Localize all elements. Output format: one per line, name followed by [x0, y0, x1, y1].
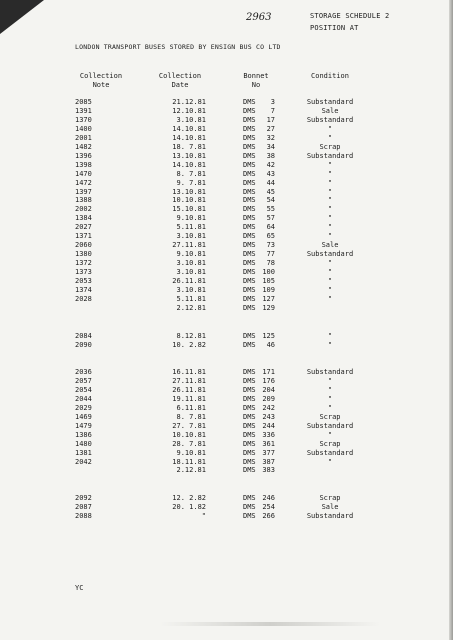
table-row — [0, 386, 453, 395]
collection-note-cell: 1391 — [75, 106, 92, 115]
col-header-note: Collection Note — [79, 72, 123, 89]
collection-note-cell: 2092 — [75, 494, 92, 502]
collection-note-cell: 1380 — [75, 250, 92, 259]
table-row — [0, 440, 453, 449]
table-row — [0, 152, 453, 161]
table-row — [0, 341, 453, 350]
condition-cell: Substandard — [306, 115, 354, 124]
bonnet-prefix-cell: DMS — [243, 332, 256, 340]
table-row — [0, 116, 453, 125]
collection-date-cell: 8. 7.81 — [176, 169, 206, 178]
collection-date-cell: 9.10.81 — [176, 214, 206, 223]
condition-cell: " — [327, 394, 333, 403]
table-row — [0, 503, 453, 512]
collection-date-cell: 27. 7.81 — [172, 421, 206, 430]
table-row — [0, 223, 453, 232]
collection-note-cell: 2042 — [75, 457, 92, 466]
table-row — [0, 268, 453, 277]
collection-date-cell: 8.12.81 — [176, 332, 206, 340]
collection-note-cell: 1388 — [75, 196, 92, 205]
bonnet-number-cell: 43 — [266, 169, 275, 178]
collection-note-cell: 2085 — [75, 98, 92, 106]
table-row — [0, 125, 453, 134]
col-header-bonnet: Bonnet No — [243, 72, 269, 89]
bonnet-prefix-cell: DMS — [243, 223, 256, 232]
collection-date-cell: 2.12.81 — [176, 466, 206, 475]
bonnet-number-cell: 246 — [262, 494, 275, 502]
collection-date-cell: 20. 1.82 — [172, 502, 206, 511]
table-row — [0, 161, 453, 170]
document-title: LONDON TRANSPORT BUSES STORED BY ENSIGN BUS CO LTD — [75, 43, 281, 51]
collection-note-cell: 2090 — [75, 340, 92, 349]
collection-note-cell: 2044 — [75, 394, 92, 403]
table-row — [0, 449, 453, 458]
bonnet-prefix-cell: DMS — [243, 385, 256, 394]
bonnet-number-cell: 109 — [262, 285, 275, 294]
bonnet-number-cell: 3 — [270, 98, 275, 106]
schedule-title: STORAGE SCHEDULE 2 — [310, 12, 390, 20]
collection-note-cell: 1470 — [75, 169, 92, 178]
table-row — [0, 143, 453, 152]
condition-cell: Sale — [321, 502, 339, 511]
bonnet-prefix-cell: DMS — [243, 232, 256, 241]
bonnet-prefix-cell: DMS — [243, 421, 256, 430]
bonnet-number-cell: 78 — [266, 259, 275, 268]
bonnet-number-cell: 46 — [266, 340, 275, 349]
collection-note-cell: 2088 — [75, 511, 92, 520]
bonnet-prefix-cell: DMS — [243, 403, 256, 412]
bonnet-prefix-cell: DMS — [243, 494, 256, 502]
collection-note-cell: 2002 — [75, 205, 92, 214]
bonnet-number-cell: 55 — [266, 205, 275, 214]
table-row — [0, 232, 453, 241]
collection-date-cell: 8. 7.81 — [176, 412, 206, 421]
collection-note-cell: 1480 — [75, 439, 92, 448]
bonnet-number-cell: 65 — [266, 232, 275, 241]
collection-note-cell: 2029 — [75, 403, 92, 412]
bonnet-prefix-cell: DMS — [243, 285, 256, 294]
footer-initials: YC — [75, 584, 84, 592]
collection-date-cell: 28. 7.81 — [172, 439, 206, 448]
table-row — [0, 205, 453, 214]
bonnet-number-cell: 73 — [266, 241, 275, 250]
condition-cell: " — [327, 268, 333, 277]
table-row — [0, 395, 453, 404]
bonnet-number-cell: 266 — [262, 511, 275, 520]
bonnet-number-cell: 7 — [270, 106, 275, 115]
bonnet-number-cell: 54 — [266, 196, 275, 205]
bonnet-prefix-cell: DMS — [243, 277, 256, 285]
bonnet-prefix-cell: DMS — [243, 115, 256, 124]
condition-cell: " — [327, 430, 333, 439]
bonnet-number-cell: 383 — [262, 466, 275, 475]
collection-note-cell: 1381 — [75, 448, 92, 457]
bonnet-number-cell: 176 — [262, 376, 275, 385]
bonnet-prefix-cell: DMS — [243, 169, 256, 178]
collection-date-cell: 15.10.81 — [172, 205, 206, 214]
condition-cell: Scrap — [319, 494, 341, 502]
collection-note-cell: 2027 — [75, 223, 92, 232]
handwritten-number: 2963 — [246, 12, 272, 23]
collection-note-cell: 2001 — [75, 133, 92, 142]
condition-cell: Substandard — [306, 421, 354, 430]
condition-cell: " — [327, 232, 333, 241]
collection-note-cell: 2084 — [75, 332, 92, 340]
collection-date-cell: 3.10.81 — [176, 268, 206, 277]
condition-cell: Substandard — [306, 250, 354, 259]
bonnet-prefix-cell: DMS — [243, 268, 256, 277]
collection-note-cell: 1370 — [75, 115, 92, 124]
condition-cell: " — [327, 457, 333, 466]
table-row — [0, 512, 453, 521]
bonnet-prefix-cell: DMS — [243, 376, 256, 385]
table-row — [0, 214, 453, 223]
bonnet-prefix-cell: DMS — [243, 340, 256, 349]
collection-note-cell: 2060 — [75, 241, 92, 250]
condition-cell: " — [327, 214, 333, 223]
condition-cell: " — [327, 376, 333, 385]
collection-note-cell: 1472 — [75, 178, 92, 187]
bonnet-number-cell: 244 — [262, 421, 275, 430]
condition-cell: " — [327, 340, 333, 349]
table-row — [0, 494, 453, 503]
collection-date-cell: 18. 7.81 — [172, 142, 206, 151]
bonnet-prefix-cell: DMS — [243, 98, 256, 106]
condition-cell: " — [327, 294, 333, 303]
bonnet-number-cell: 44 — [266, 178, 275, 187]
collection-note-cell: 2057 — [75, 376, 92, 385]
bonnet-number-cell: 336 — [262, 430, 275, 439]
collection-note-cell: 1397 — [75, 187, 92, 196]
bonnet-prefix-cell: DMS — [243, 187, 256, 196]
bonnet-prefix-cell: DMS — [243, 196, 256, 205]
condition-cell: Substandard — [306, 98, 354, 106]
collection-date-cell: 10. 2.82 — [172, 340, 206, 349]
bonnet-prefix-cell: DMS — [243, 106, 256, 115]
condition-cell: " — [327, 285, 333, 294]
collection-date-cell: 26.11.81 — [172, 385, 206, 394]
bonnet-prefix-cell: DMS — [243, 430, 256, 439]
collection-date-cell: 12. 2.82 — [172, 494, 206, 502]
collection-note-cell: 1479 — [75, 421, 92, 430]
bonnet-number-cell: 127 — [262, 294, 275, 303]
bonnet-number-cell: 204 — [262, 385, 275, 394]
bonnet-number-cell: 45 — [266, 187, 275, 196]
table-row — [0, 134, 453, 143]
condition-cell: " — [327, 169, 333, 178]
bonnet-prefix-cell: DMS — [243, 178, 256, 187]
collection-date-cell: 18.11.81 — [172, 457, 206, 466]
collection-date-cell: 9. 7.81 — [176, 178, 206, 187]
table-row — [0, 179, 453, 188]
condition-cell: " — [327, 178, 333, 187]
condition-cell: Scrap — [319, 439, 341, 448]
bonnet-prefix-cell: DMS — [243, 241, 256, 250]
bonnet-prefix-cell: DMS — [243, 502, 256, 511]
collection-date-cell: 27.11.81 — [172, 241, 206, 250]
condition-cell: Scrap — [319, 142, 341, 151]
position-label: POSITION AT — [310, 24, 359, 32]
bonnet-prefix-cell: DMS — [243, 394, 256, 403]
collection-date-cell: 10.10.81 — [172, 430, 206, 439]
table-row — [0, 196, 453, 205]
condition-cell: " — [327, 259, 333, 268]
bonnet-prefix-cell: DMS — [243, 457, 256, 466]
table-row — [0, 98, 453, 107]
collection-date-cell: " — [201, 511, 206, 520]
table-row — [0, 170, 453, 179]
collection-date-cell: 9.10.81 — [176, 448, 206, 457]
condition-cell: " — [327, 124, 333, 133]
collection-note-cell: 1374 — [75, 285, 92, 294]
bonnet-number-cell: 32 — [266, 133, 275, 142]
condition-cell: Sale — [321, 241, 339, 250]
collection-date-cell: 26.11.81 — [172, 277, 206, 285]
bonnet-number-cell: 77 — [266, 250, 275, 259]
col-header-condition: Condition — [311, 72, 349, 80]
condition-cell: " — [327, 385, 333, 394]
condition-cell: Scrap — [319, 412, 341, 421]
collection-note-cell: 1482 — [75, 142, 92, 151]
bonnet-prefix-cell: DMS — [243, 133, 256, 142]
bonnet-prefix-cell: DMS — [243, 511, 256, 520]
collection-date-cell: 3.10.81 — [176, 259, 206, 268]
bonnet-prefix-cell: DMS — [243, 250, 256, 259]
collection-date-cell: 10.10.81 — [172, 196, 206, 205]
collection-note-cell: 1371 — [75, 232, 92, 241]
collection-note-cell: 1400 — [75, 124, 92, 133]
condition-cell: " — [327, 196, 333, 205]
condition-cell: " — [327, 403, 333, 412]
collection-note-cell: 1469 — [75, 412, 92, 421]
bonnet-prefix-cell: DMS — [243, 294, 256, 303]
collection-date-cell: 5.11.81 — [176, 294, 206, 303]
table-row — [0, 431, 453, 440]
condition-cell: Substandard — [306, 511, 354, 520]
bonnet-prefix-cell: DMS — [243, 205, 256, 214]
table-row — [0, 377, 453, 386]
collection-date-cell: 6.11.81 — [176, 403, 206, 412]
bonnet-prefix-cell: DMS — [243, 368, 256, 376]
collection-date-cell: 9.10.81 — [176, 250, 206, 259]
table-row — [0, 277, 453, 286]
condition-cell: " — [327, 277, 333, 285]
bonnet-number-cell: 100 — [262, 268, 275, 277]
table-row — [0, 259, 453, 268]
bonnet-prefix-cell: DMS — [243, 160, 256, 169]
table-row — [0, 295, 453, 304]
bonnet-number-cell: 242 — [262, 403, 275, 412]
table-row — [0, 188, 453, 197]
collection-date-cell: 12.10.81 — [172, 106, 206, 115]
collection-note-cell: 1398 — [75, 160, 92, 169]
bonnet-number-cell: 105 — [262, 277, 275, 285]
bonnet-number-cell: 129 — [262, 303, 275, 312]
scan-smudge — [160, 622, 380, 626]
bonnet-number-cell: 64 — [266, 223, 275, 232]
table-row — [0, 286, 453, 295]
bonnet-prefix-cell: DMS — [243, 151, 256, 160]
collection-date-cell: 3.10.81 — [176, 232, 206, 241]
bonnet-prefix-cell: DMS — [243, 124, 256, 133]
bonnet-prefix-cell: DMS — [243, 439, 256, 448]
col-header-date: Collection Date — [158, 72, 202, 89]
bonnet-prefix-cell: DMS — [243, 303, 256, 312]
bonnet-number-cell: 34 — [266, 142, 275, 151]
bonnet-number-cell: 387 — [262, 457, 275, 466]
condition-cell: " — [327, 187, 333, 196]
bonnet-number-cell: 125 — [262, 332, 275, 340]
bonnet-prefix-cell: DMS — [243, 214, 256, 223]
collection-date-cell: 13.10.81 — [172, 187, 206, 196]
bonnet-number-cell: 243 — [262, 412, 275, 421]
collection-date-cell: 3.10.81 — [176, 115, 206, 124]
collection-date-cell: 2.12.81 — [176, 303, 206, 312]
page-edge — [449, 0, 453, 640]
bonnet-number-cell: 209 — [262, 394, 275, 403]
collection-note-cell: 1372 — [75, 259, 92, 268]
table-row — [0, 458, 453, 467]
collection-note-cell: 1386 — [75, 430, 92, 439]
collection-date-cell: 21.12.81 — [172, 98, 206, 106]
collection-note-cell: 2028 — [75, 294, 92, 303]
table-row — [0, 107, 453, 116]
bonnet-number-cell: 57 — [266, 214, 275, 223]
table-row — [0, 422, 453, 431]
collection-note-cell: 2053 — [75, 277, 92, 285]
table-row — [0, 241, 453, 250]
table-row — [0, 332, 453, 341]
bonnet-number-cell: 27 — [266, 124, 275, 133]
collection-note-cell: 2036 — [75, 368, 92, 376]
bonnet-prefix-cell: DMS — [243, 412, 256, 421]
table-row — [0, 250, 453, 259]
bonnet-number-cell: 254 — [262, 502, 275, 511]
collection-note-cell: 1396 — [75, 151, 92, 160]
condition-cell: Sale — [321, 106, 339, 115]
bonnet-prefix-cell: DMS — [243, 448, 256, 457]
bonnet-number-cell: 361 — [262, 439, 275, 448]
bonnet-prefix-cell: DMS — [243, 466, 256, 475]
collection-date-cell: 5.11.81 — [176, 223, 206, 232]
table-row — [0, 413, 453, 422]
collection-date-cell: 14.10.81 — [172, 133, 206, 142]
bonnet-number-cell: 38 — [266, 151, 275, 160]
collection-date-cell: 14.10.81 — [172, 160, 206, 169]
bonnet-number-cell: 171 — [262, 368, 275, 376]
condition-cell: " — [327, 223, 333, 232]
collection-note-cell: 1384 — [75, 214, 92, 223]
bonnet-number-cell: 17 — [266, 115, 275, 124]
table-row — [0, 466, 453, 475]
collection-note-cell: 1373 — [75, 268, 92, 277]
condition-cell: " — [327, 160, 333, 169]
collection-note-cell: 2087 — [75, 502, 92, 511]
collection-date-cell: 16.11.81 — [172, 368, 206, 376]
condition-cell: Substandard — [306, 448, 354, 457]
table-row — [0, 368, 453, 377]
bonnet-prefix-cell: DMS — [243, 142, 256, 151]
bonnet-prefix-cell: DMS — [243, 259, 256, 268]
bonnet-number-cell: 377 — [262, 448, 275, 457]
folded-corner — [0, 0, 44, 34]
condition-cell: " — [327, 332, 333, 340]
collection-date-cell: 13.10.81 — [172, 151, 206, 160]
collection-date-cell: 19.11.81 — [172, 394, 206, 403]
bonnet-number-cell: 42 — [266, 160, 275, 169]
condition-cell: Substandard — [306, 368, 354, 376]
table-row — [0, 404, 453, 413]
condition-cell: " — [327, 205, 333, 214]
table-row — [0, 304, 453, 313]
collection-date-cell: 14.10.81 — [172, 124, 206, 133]
collection-note-cell: 2054 — [75, 385, 92, 394]
condition-cell: " — [327, 133, 333, 142]
collection-date-cell: 27.11.81 — [172, 376, 206, 385]
collection-date-cell: 3.10.81 — [176, 285, 206, 294]
condition-cell: Substandard — [306, 151, 354, 160]
